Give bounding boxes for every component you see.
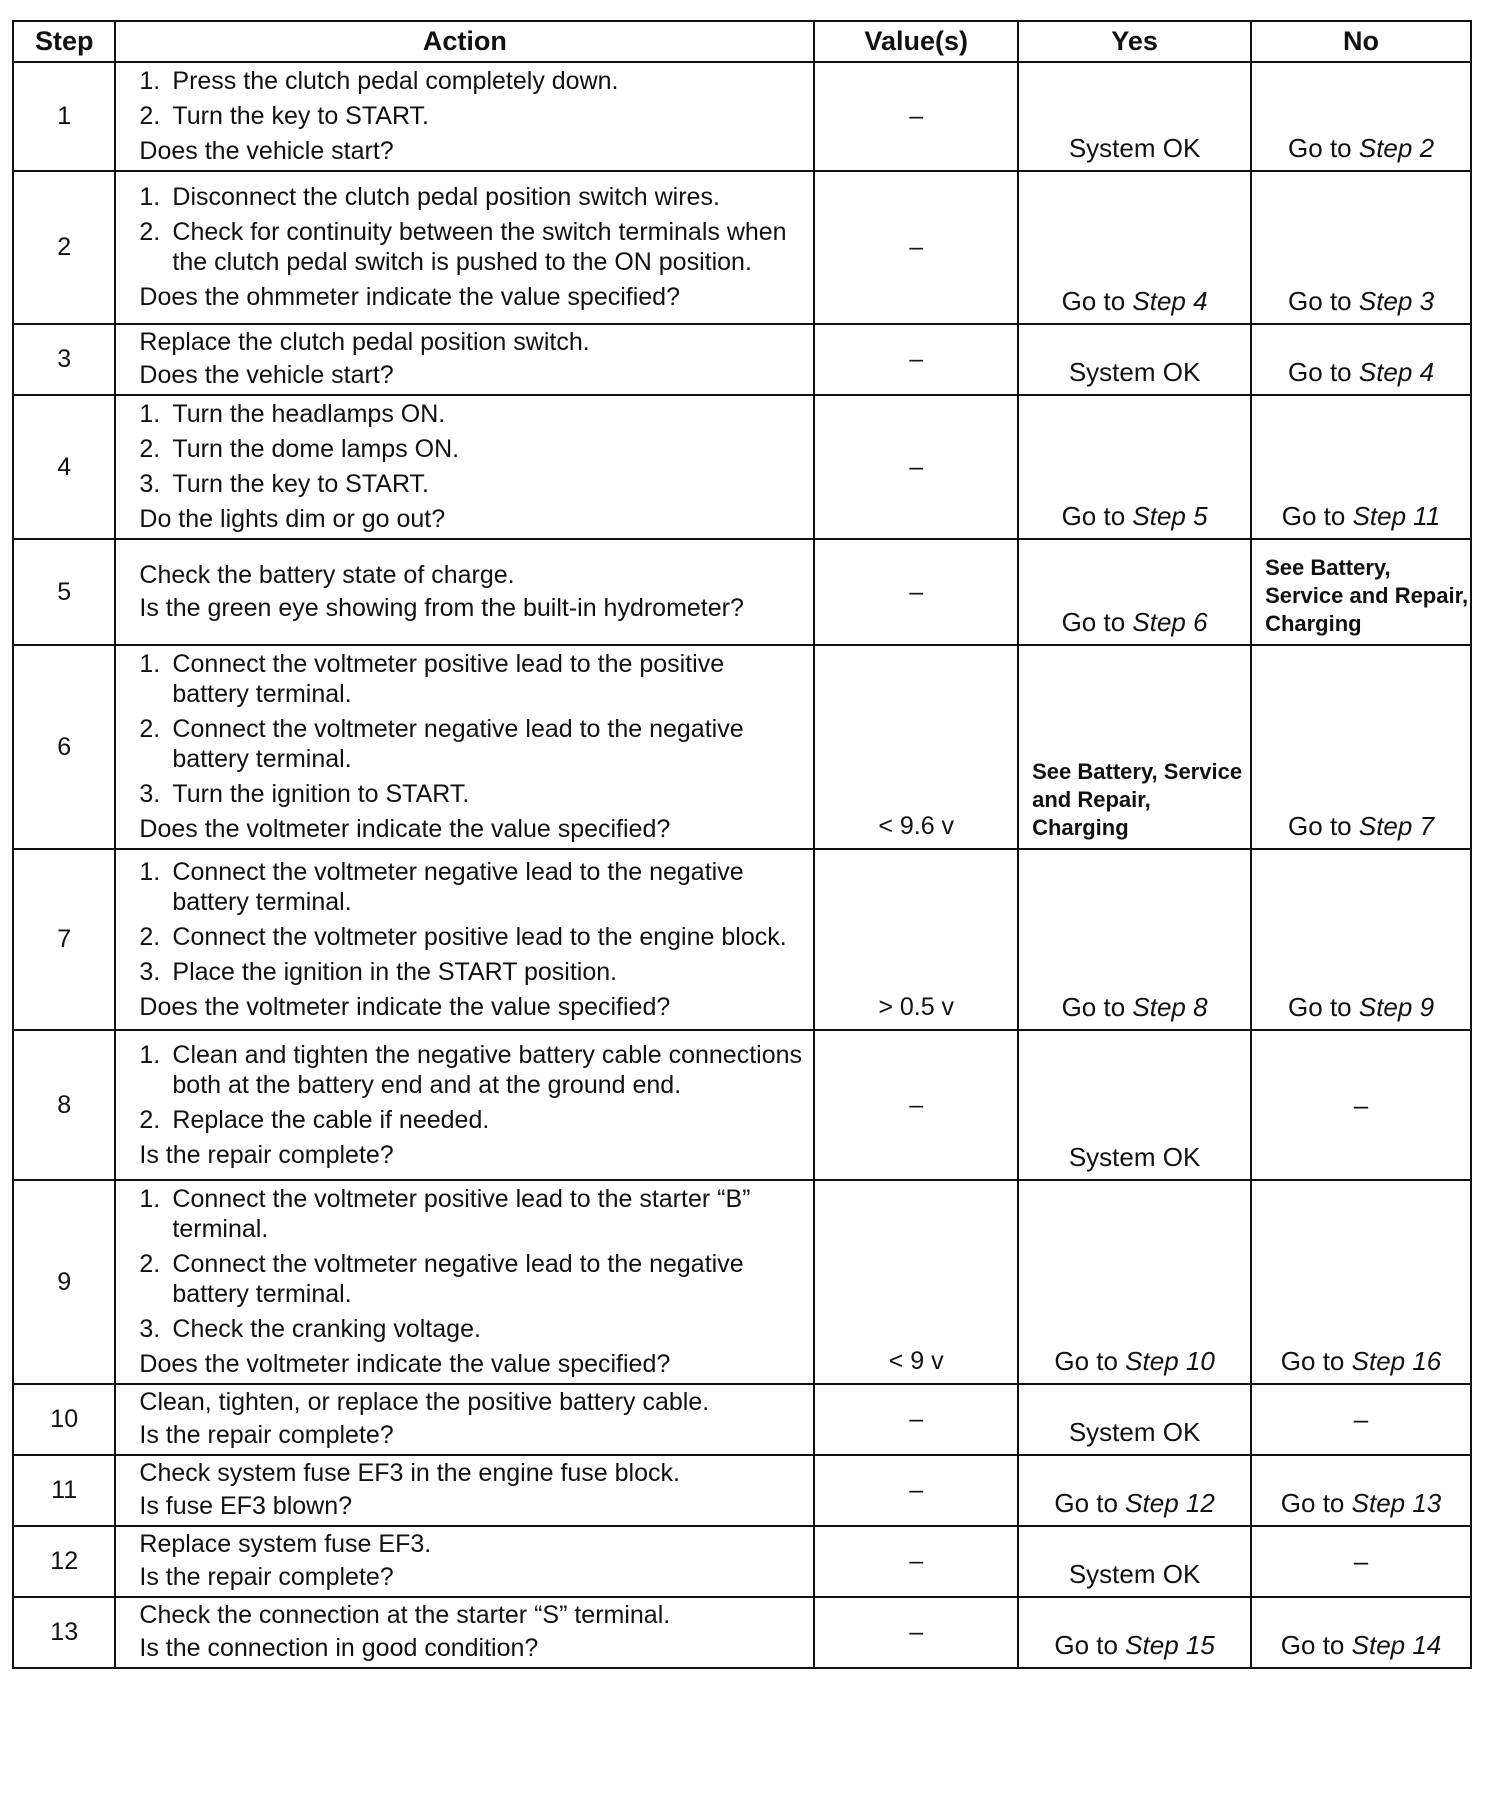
action-question: Do the lights dim or go out? (139, 505, 446, 533)
table-row (13, 1526, 1471, 1597)
table-row (13, 324, 1471, 395)
yes-result-cell (1018, 1597, 1251, 1668)
action-item-number: 1. (139, 650, 161, 678)
goto-prefix: Go to (1061, 501, 1133, 531)
action-question: Does the voltmeter indicate the value specified? (139, 815, 671, 843)
step-reference: Step 4 (1132, 286, 1208, 316)
action-cell (115, 849, 814, 1030)
action-cell (115, 171, 814, 324)
step-number: 12 (13, 1526, 115, 1597)
table-row (13, 395, 1471, 539)
action-cell (115, 1030, 814, 1180)
step-reference: Step 8 (1132, 992, 1208, 1022)
header-yes: Yes (1018, 21, 1251, 62)
goto-prefix: Go to (1054, 1630, 1126, 1660)
action-item-number: 3. (139, 470, 161, 498)
action-item (139, 714, 805, 774)
step-reference: Step 15 (1125, 1630, 1215, 1660)
action-item (139, 399, 805, 429)
action-item (139, 779, 805, 809)
action-question: Does the vehicle start? (139, 361, 394, 389)
action-item-number: 2. (139, 218, 161, 246)
step-number: 6 (13, 645, 115, 849)
no-result-cell (1251, 1180, 1471, 1384)
action-item-number: 3. (139, 957, 161, 986)
step-reference: Step 3 (1358, 286, 1435, 316)
step-number: 8 (13, 1030, 115, 1180)
table-row (13, 849, 1471, 1030)
yes-result-cell (1018, 849, 1251, 1030)
step-reference: Step 9 (1358, 992, 1435, 1022)
action-item-text: Press the clutch pedal completely down. (172, 67, 619, 95)
action-cell (115, 62, 814, 171)
action-item-text: Turn the dome lamps ON. (172, 435, 460, 463)
step-number: 11 (13, 1455, 115, 1526)
action-cell (115, 1180, 814, 1384)
action-item-number: 2. (139, 715, 161, 743)
goto-prefix: Go to (1288, 286, 1359, 316)
step-reference: Step 7 (1358, 811, 1435, 841)
goto-prefix: Go to (1061, 607, 1133, 637)
yes-result-cell (1018, 395, 1251, 539)
action-item (139, 1040, 805, 1100)
action-cell (115, 645, 814, 849)
action-item-text: Turn the key to START. (172, 470, 429, 498)
action-cell (115, 1455, 814, 1526)
no-result-cell (1251, 645, 1471, 849)
action-item-number: 2. (139, 1250, 161, 1278)
step-number: 9 (13, 1180, 115, 1384)
action-item (139, 1314, 805, 1344)
step-number: 5 (13, 539, 115, 645)
action-item-text: Connect the voltmeter positive lead to the starter “B” terminal. (172, 1185, 751, 1243)
yes-result-cell: See Battery, Service and Repair, Charging (1018, 645, 1251, 849)
no-result-cell (1251, 1455, 1471, 1526)
step-reference: Step 5 (1132, 501, 1208, 531)
action-item-text: Turn the headlamps ON. (172, 400, 446, 428)
action-item-text: Check for continuity between the switch terminals when the clutch pedal switch is pushed to the ON position. (172, 218, 787, 276)
table-row (13, 171, 1471, 324)
action-question: Is the repair complete? (139, 1140, 394, 1169)
action-question: Does the voltmeter indicate the value specified? (139, 992, 671, 1021)
step-number: 3 (13, 324, 115, 395)
yes-result-cell: System OK (1018, 1030, 1251, 1180)
action-item (139, 1105, 805, 1135)
action-line: Replace the clutch pedal position switch. (139, 328, 590, 356)
action-item-text: Connect the voltmeter negative lead to the negative battery terminal. (172, 857, 744, 916)
value-cell: > 0.5 v (814, 849, 1018, 1030)
action-item-text: Connect the voltmeter negative lead to the negative battery terminal. (172, 1250, 744, 1308)
action-item (139, 1184, 805, 1244)
action-item-text: Connect the voltmeter negative lead to the negative battery terminal. (172, 715, 744, 773)
action-item-text: Place the ignition in the START position. (172, 957, 618, 986)
step-reference: Step 10 (1125, 1346, 1215, 1376)
diagnostic-table (12, 20, 1472, 1669)
value-cell: – (814, 324, 1018, 395)
no-result-cell (1251, 849, 1471, 1030)
header-step: Step (13, 21, 115, 62)
table-row (13, 539, 1471, 645)
yes-result-cell: System OK (1018, 1384, 1251, 1455)
action-item (139, 469, 805, 499)
goto-prefix: Go to (1281, 501, 1353, 531)
action-item-text: Check the cranking voltage. (172, 1315, 481, 1343)
step-number: 10 (13, 1384, 115, 1455)
step-reference: Step 11 (1352, 501, 1441, 531)
no-result-cell (1251, 324, 1471, 395)
step-reference: Step 6 (1132, 607, 1208, 637)
no-result-cell: – (1251, 1030, 1471, 1180)
action-item-text: Connect the voltmeter positive lead to the engine block. (172, 922, 787, 951)
step-reference: Step 13 (1351, 1488, 1442, 1518)
action-cell (115, 1526, 814, 1597)
table-row (13, 62, 1471, 171)
action-item (139, 434, 805, 464)
step-number: 2 (13, 171, 115, 324)
yes-result-cell (1018, 171, 1251, 324)
no-result-cell: See Battery, Service and Repair, Charging (1251, 539, 1471, 645)
action-cell (115, 324, 814, 395)
action-item (139, 649, 805, 709)
action-item-text: Clean and tighten the negative battery cable connections both at the battery end and at the ground end. (172, 1040, 803, 1099)
goto-prefix: Go to (1288, 357, 1359, 387)
yes-result-cell (1018, 1455, 1251, 1526)
step-reference: Step 16 (1351, 1346, 1442, 1376)
value-cell: – (814, 1455, 1018, 1526)
action-cell (115, 1597, 814, 1668)
goto-prefix: Go to (1280, 1346, 1352, 1376)
table-row (13, 1384, 1471, 1455)
action-item-text: Turn the key to START. (172, 102, 429, 130)
header-values: Value(s) (814, 21, 1018, 62)
yes-result-cell: System OK (1018, 1526, 1251, 1597)
value-cell: – (814, 62, 1018, 171)
no-result-cell (1251, 171, 1471, 324)
step-number: 1 (13, 62, 115, 171)
goto-prefix: Go to (1288, 811, 1359, 841)
goto-prefix: Go to (1061, 286, 1133, 316)
action-item (139, 182, 805, 212)
no-result-cell (1251, 62, 1471, 171)
no-result-cell (1251, 395, 1471, 539)
action-question: Is the repair complete? (139, 1563, 394, 1591)
action-question: Is fuse EF3 blown? (139, 1492, 353, 1520)
action-item (139, 957, 805, 987)
action-item-text: Replace the cable if needed. (172, 1105, 490, 1134)
goto-prefix: Go to (1288, 992, 1359, 1022)
table-row (13, 1030, 1471, 1180)
action-item-text: Turn the ignition to START. (172, 780, 470, 808)
value-cell: – (814, 395, 1018, 539)
action-item-number: 1. (139, 183, 161, 211)
table-row (13, 1455, 1471, 1526)
table-row (13, 1597, 1471, 1668)
value-cell: – (814, 1597, 1018, 1668)
table-row (13, 1180, 1471, 1384)
action-item-number: 1. (139, 1040, 161, 1069)
action-item (139, 1249, 805, 1309)
header-no: No (1251, 21, 1471, 62)
action-item-text: Connect the voltmeter positive lead to the positive battery terminal. (172, 650, 725, 708)
goto-prefix: Go to (1288, 133, 1359, 163)
goto-prefix: Go to (1054, 1346, 1126, 1376)
action-cell (115, 1384, 814, 1455)
action-item-number: 1. (139, 1185, 161, 1213)
header-action: Action (115, 21, 814, 62)
value-cell: – (814, 171, 1018, 324)
action-line: Check the battery state of charge. (139, 560, 515, 589)
action-question: Does the voltmeter indicate the value specified? (139, 1350, 671, 1378)
value-cell: < 9 v (814, 1180, 1018, 1384)
action-question: Does the vehicle start? (139, 137, 394, 165)
table-header-row (13, 21, 1471, 62)
goto-prefix: Go to (1280, 1488, 1352, 1518)
step-reference: Step 12 (1125, 1488, 1215, 1518)
action-item-number: 2. (139, 435, 161, 463)
step-number: 7 (13, 849, 115, 1030)
goto-prefix: Go to (1280, 1630, 1352, 1660)
value-cell: – (814, 539, 1018, 645)
action-item-text: Disconnect the clutch pedal position switch wires. (172, 183, 720, 211)
action-question: Is the connection in good condition? (139, 1634, 539, 1662)
action-item (139, 922, 805, 952)
action-item-number: 1. (139, 67, 161, 95)
action-item (139, 66, 805, 96)
goto-prefix: Go to (1054, 1488, 1126, 1518)
no-result-cell (1251, 1597, 1471, 1668)
value-cell: < 9.6 v (814, 645, 1018, 849)
action-item-number: 2. (139, 1105, 161, 1134)
action-item-number: 1. (139, 857, 161, 886)
value-cell: – (814, 1384, 1018, 1455)
step-number: 13 (13, 1597, 115, 1668)
yes-result-cell: System OK (1018, 324, 1251, 395)
action-item-number: 2. (139, 922, 161, 951)
action-item-number: 3. (139, 780, 161, 808)
action-item-number: 3. (139, 1315, 161, 1343)
yes-result-cell: System OK (1018, 62, 1251, 171)
no-result-cell: – (1251, 1384, 1471, 1455)
action-item (139, 101, 805, 131)
action-question: Is the green eye showing from the built-in hydrometer? (139, 593, 744, 622)
action-item-number: 1. (139, 400, 161, 428)
step-reference: Step 14 (1351, 1630, 1442, 1660)
action-item-number: 2. (139, 102, 161, 130)
yes-result-cell (1018, 539, 1251, 645)
action-cell (115, 539, 814, 645)
step-reference: Step 4 (1358, 357, 1435, 387)
goto-prefix: Go to (1061, 992, 1133, 1022)
table-row (13, 645, 1471, 849)
action-question: Does the ohmmeter indicate the value specified? (139, 283, 680, 311)
action-line: Replace system fuse EF3. (139, 1530, 432, 1558)
step-number: 4 (13, 395, 115, 539)
value-cell: – (814, 1526, 1018, 1597)
yes-result-cell (1018, 1180, 1251, 1384)
no-result-cell: – (1251, 1526, 1471, 1597)
action-line: Clean, tighten, or replace the positive battery cable. (139, 1388, 710, 1416)
step-reference: Step 2 (1358, 133, 1435, 163)
action-line: Check system fuse EF3 in the engine fuse block. (139, 1459, 680, 1487)
action-line: Check the connection at the starter “S” terminal. (139, 1601, 671, 1629)
value-cell: – (814, 1030, 1018, 1180)
action-item (139, 857, 805, 917)
action-cell (115, 395, 814, 539)
action-question: Is the repair complete? (139, 1421, 394, 1449)
action-item (139, 217, 805, 277)
